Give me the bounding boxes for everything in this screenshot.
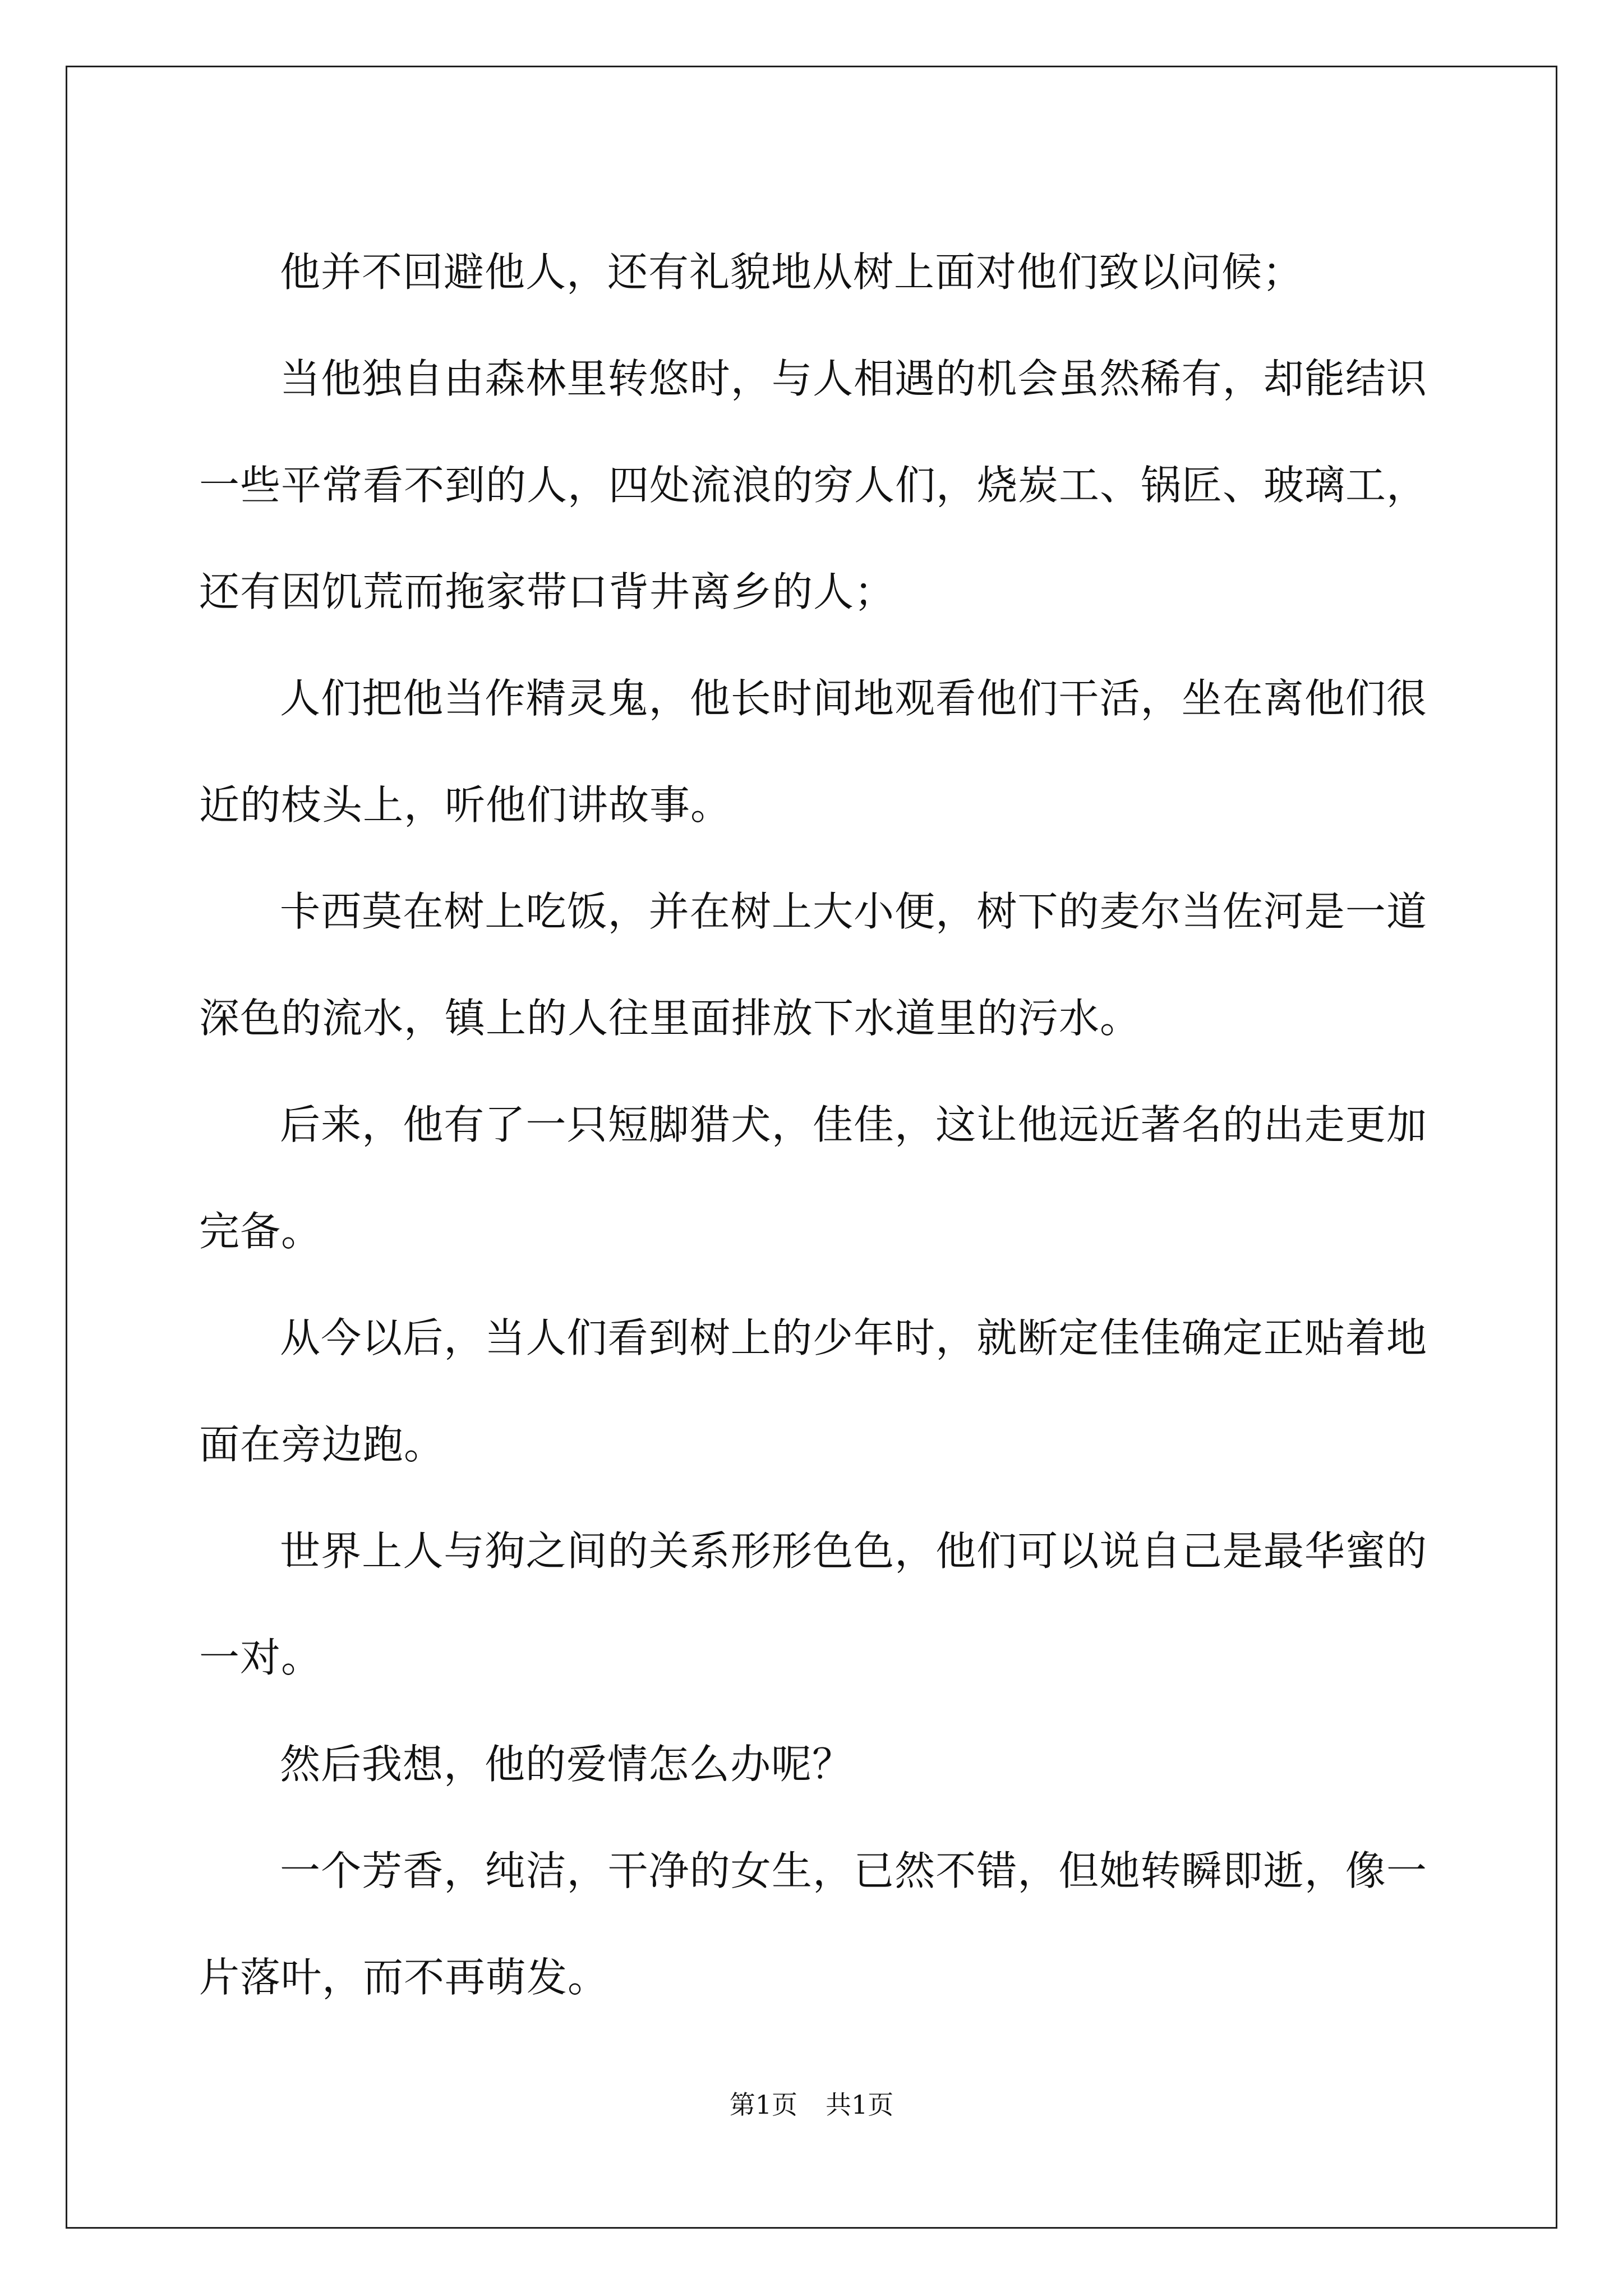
paragraph: 然后我想，他的爱情怎么办呢？ — [280, 1741, 854, 1788]
paragraph: 世界上人与狗之间的关系形形色色，他们可以说自己是最华蜜的一对。 — [199, 1527, 1427, 1681]
document-body — [199, 219, 1427, 2031]
paragraph: 人们把他当作精灵鬼，他长时间地观看他们干活，坐在离他们很近的枝头上，听他们讲故事。 — [199, 675, 1427, 829]
page-total: 共1页 — [826, 2090, 894, 2120]
paragraph: 一个芳香，纯洁，干净的女生，已然不错，但她转瞬即逝，像一片落叶，而不再萌发。 — [199, 1847, 1427, 2001]
paragraph: 卡西莫在树上吃饭，并在树上大小便，树下的麦尔当佐河是一道深色的流水，镇上的人往里面排放下水道里的污水。 — [199, 888, 1427, 1042]
page-number: 第1页 — [729, 2090, 797, 2120]
page-footer — [0, 2088, 1623, 2122]
paragraph: 他并不回避他人，还有礼貌地从树上面对他们致以问候； — [280, 249, 1304, 296]
paragraph: 从今以后，当人们看到树上的少年时，就断定佳佳确定正贴着地面在旁边跑。 — [199, 1314, 1427, 1468]
paragraph: 当他独自由森林里转悠时，与人相遇的机会虽然稀有，却能结识一些平常看不到的人，四处流浪的穷人们，烧炭工、锅匠、玻璃工，还有因饥荒而拖家带口背井离乡的人； — [199, 355, 1428, 615]
paragraph: 后来，他有了一只短脚猎犬，佳佳，这让他远近著名的出走更加完备。 — [199, 1101, 1427, 1255]
